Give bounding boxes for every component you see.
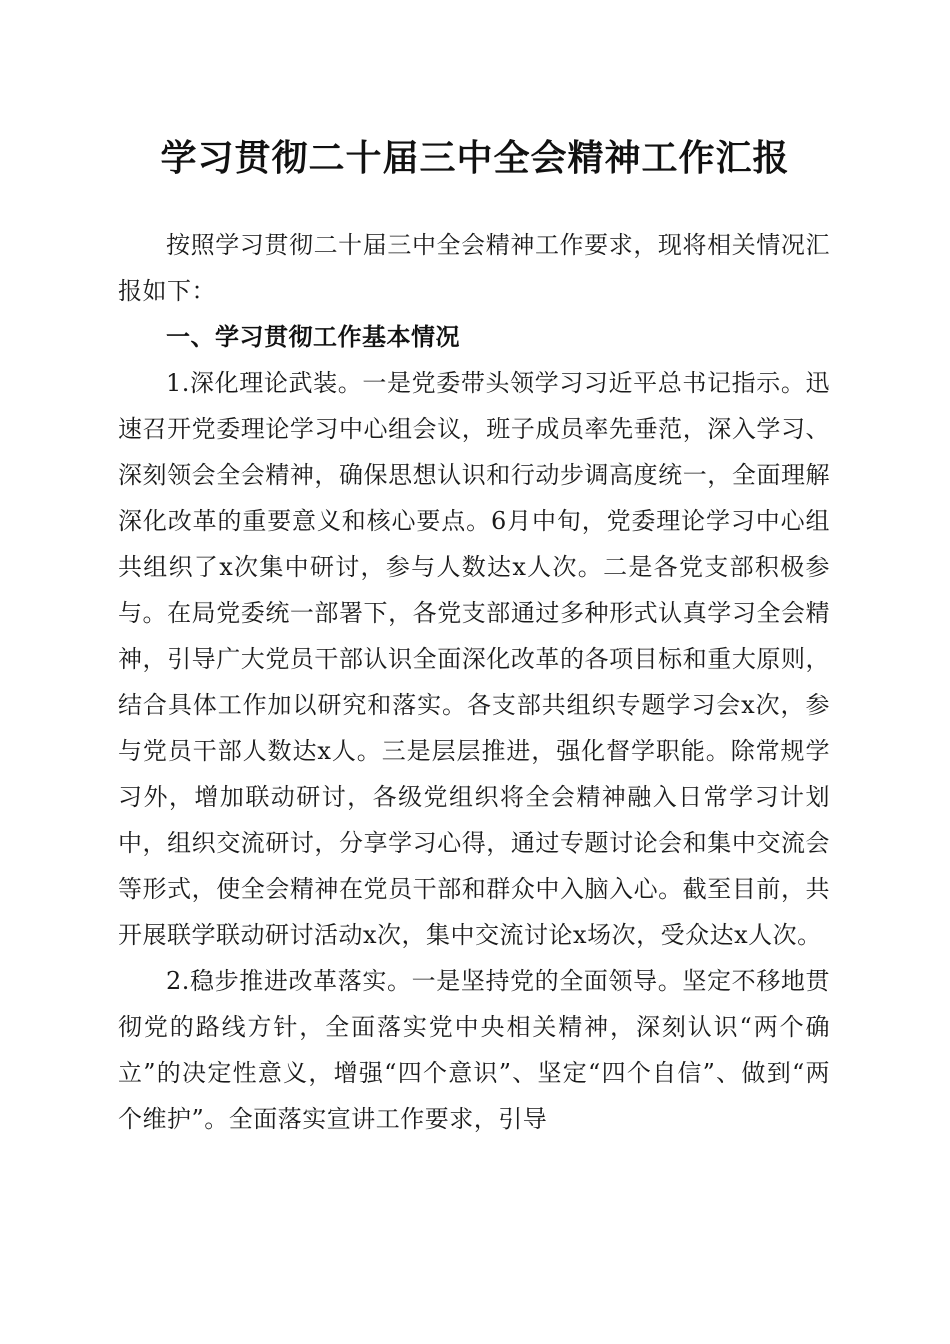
document-body (118, 222, 830, 1142)
document-title: 学习贯彻二十届三中全会精神工作汇报 (160, 137, 790, 179)
paragraph-theory: 1.深化理论武装。一是党委带头领学习习近平总书记指示。迅速召开党委理论学习中心组会议，班子成员率先垂范，深入学习、深刻领会全会精神，确保思想认识和行动步调高度统一，全面理解深化改革的重要意义和核心要点。6月中旬，党委理论学习中心组共组织了x次集中研讨，参与人数达x人次。二是各党支部积极参与。在局党委统一部署下，各党支部通过多种形式认真学习全会精神，引导广大党员干部认识全面深化改革的各项目标和重大原则，结合具体工作加以研究和落实。各支部共组织专题学习会x次，参与党员干部人数达x人。三是层层推进，强化督学职能。除常规学习外，增加联动研讨，各级党组织将全会精神融入日常学习计划中，组织交流研讨，分享学习心得，通过专题讨论会和集中交流会等形式，使全会精神在党员干部和群众中入脑入心。截至目前，共开展联学联动研讨活动x次，集中交流讨论x场次，受众达x人次。 (118, 369, 830, 949)
intro-paragraph: 按照学习贯彻二十届三中全会精神工作要求，现将相关情况汇报如下： (118, 231, 830, 305)
paragraph-reform: 2.稳步推进改革落实。一是坚持党的全面领导。坚定不移地贯彻党的路线方针，全面落实党中央相关精神，深刻认识“两个确立”的决定性意义，增强“四个意识”、坚定“四个自信”、做到“两个维护”。全面落实宣讲工作要求，引导 (118, 967, 830, 1133)
section-heading: 一、学习贯彻工作基本情况 (166, 323, 460, 351)
